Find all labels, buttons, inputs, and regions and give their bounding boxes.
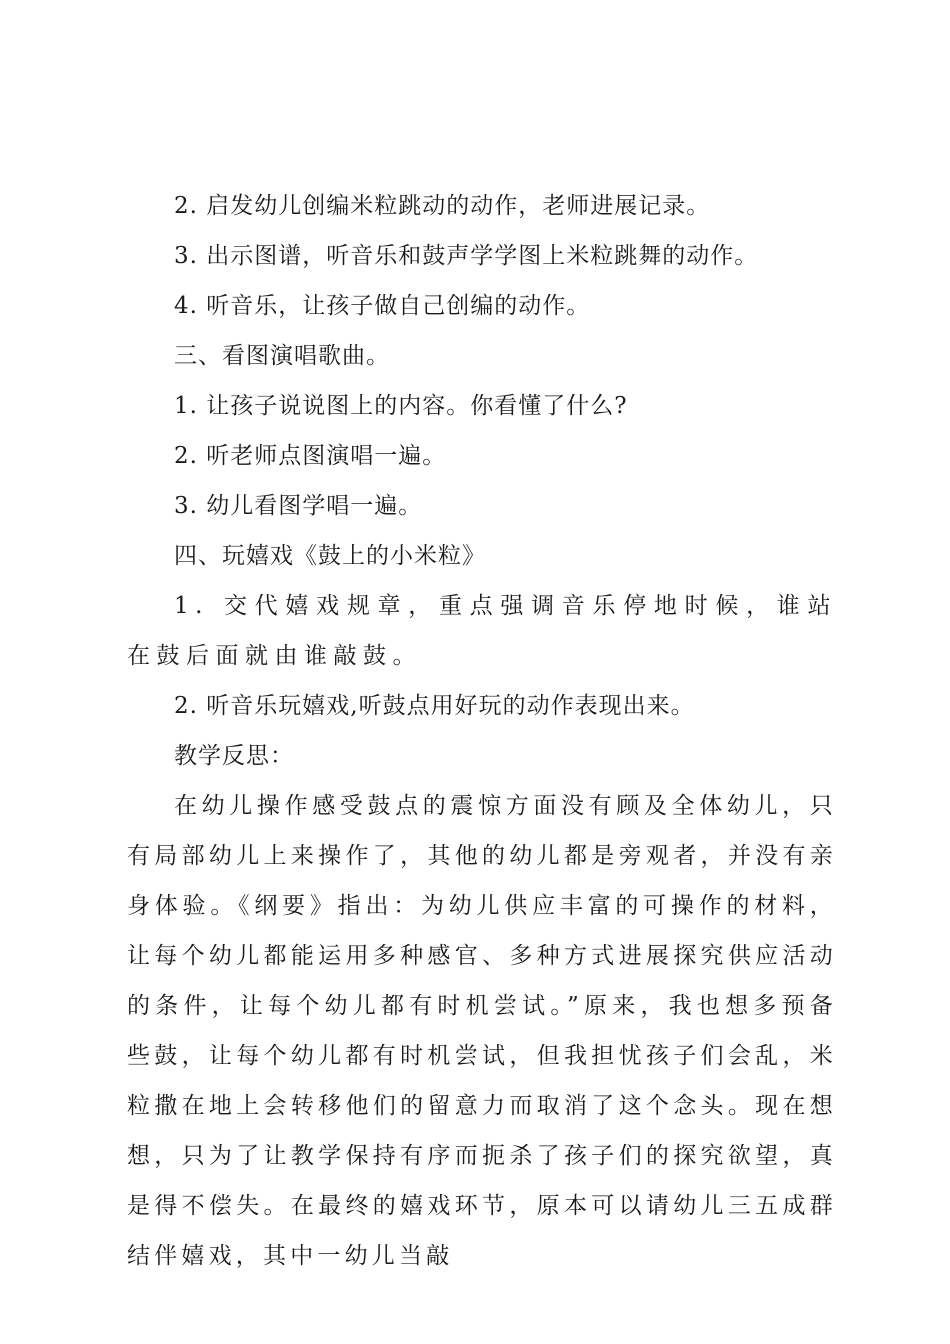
section-4-heading: 四、玩嬉戏《鼓上的小米粒》 [174,543,486,569]
reflection-heading: 教学反思： [174,743,294,769]
section-3-item-1: 1. 让孩子说说图上的内容。你看懂了什么? [174,393,628,419]
section-3-item-3: 3. 幼儿看图学唱一遍。 [174,493,423,519]
game-play-item: 2. 听音乐玩嬉戏,听鼓点用好玩的动作表现出来。 [174,693,695,719]
step-2-create-movements: 2. 启发幼儿创编米粒跳动的动作，老师进展记录。 [174,193,711,219]
game-rules-item: 1. 交代嬉戏规章，重点强调音乐停地时候，谁站在鼓后面就由谁敲鼓。 [127,593,837,669]
section-3-item-2: 2. 听老师点图演唱一遍。 [174,443,447,469]
step-4-listen-music: 4. 听音乐，让孩子做自己创编的动作。 [174,293,591,319]
section-3-heading: 三、看图演唱歌曲。 [174,343,390,369]
step-3-show-chart: 3. 出示图谱，听音乐和鼓声学学图上米粒跳舞的动作。 [174,243,759,269]
reflection-body: 在幼儿操作感受鼓点的震惊方面没有顾及全体幼儿，只有局部幼儿上来操作了，其他的幼儿都是旁观者，并没有亲身体验。《纲要》指出：为幼儿供应丰富的可操作的材料，让每个幼儿都能运用多种感官、多种方式进展探究供应活动的条件，让每个幼儿都有时机尝试。”原来，我也想多预备些鼓，让每个幼儿都有时机尝试，但我担忧孩子们会乱，米粒撒在地上会转移他们的留意力而取消了这个念头。现在想想，只为了让教学保持有序而扼杀了孩子们的探究欲望，真是得不偿失。在最终的嬉戏环节，原本可以请幼儿三五成群结伴嬉戏，其中一幼儿当敲 [127,793,837,1269]
